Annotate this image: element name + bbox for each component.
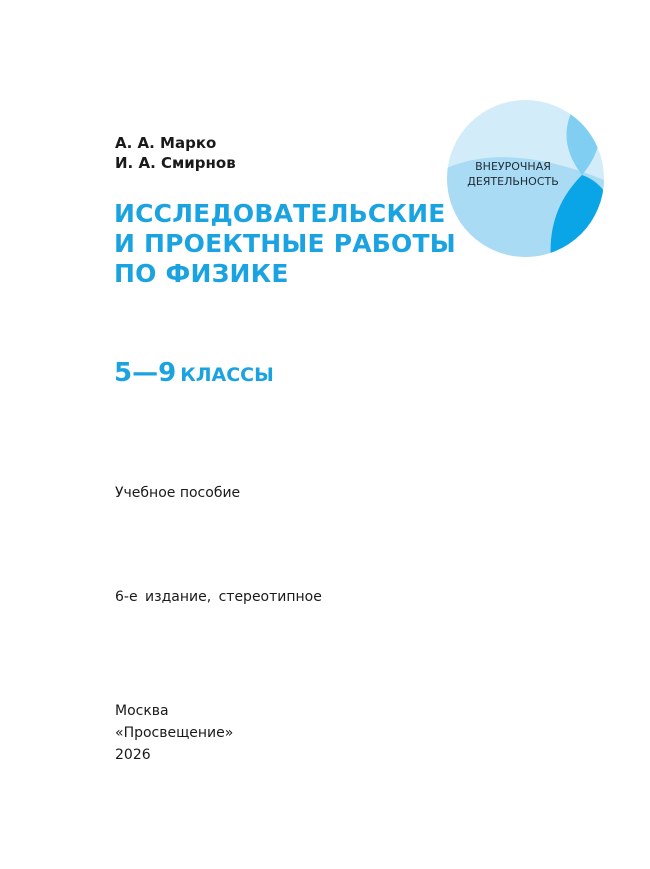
imprint-year: 2026 <box>115 747 151 763</box>
authors <box>115 133 236 173</box>
author-2: И. А. Смирнов <box>115 154 236 172</box>
grade-numbers: 5—9 <box>114 358 177 388</box>
badge-line-2: ДЕЯТЕЛЬНОСТЬ <box>467 175 559 188</box>
grade-range <box>114 358 274 388</box>
title-line-2: И ПРОЕКТНЫЕ РАБОТЫ <box>114 229 456 258</box>
imprint <box>115 700 233 766</box>
imprint-publisher: «Просвещение» <box>115 725 234 741</box>
grade-word: КЛАССЫ <box>180 364 274 386</box>
badge-label <box>458 159 568 189</box>
author-1: А. А. Марко <box>115 134 217 152</box>
title-line-3: ПО ФИЗИКЕ <box>114 259 289 288</box>
book-title <box>114 199 456 289</box>
badge-line-1: ВНЕУРОЧНАЯ <box>475 160 551 173</box>
book-type: Учебное пособие <box>115 485 241 501</box>
title-line-1: ИССЛЕДОВАТЕЛЬСКИЕ <box>114 199 446 228</box>
edition-info: 6-е издание, стереотипное <box>115 589 322 605</box>
imprint-city: Москва <box>115 703 169 719</box>
